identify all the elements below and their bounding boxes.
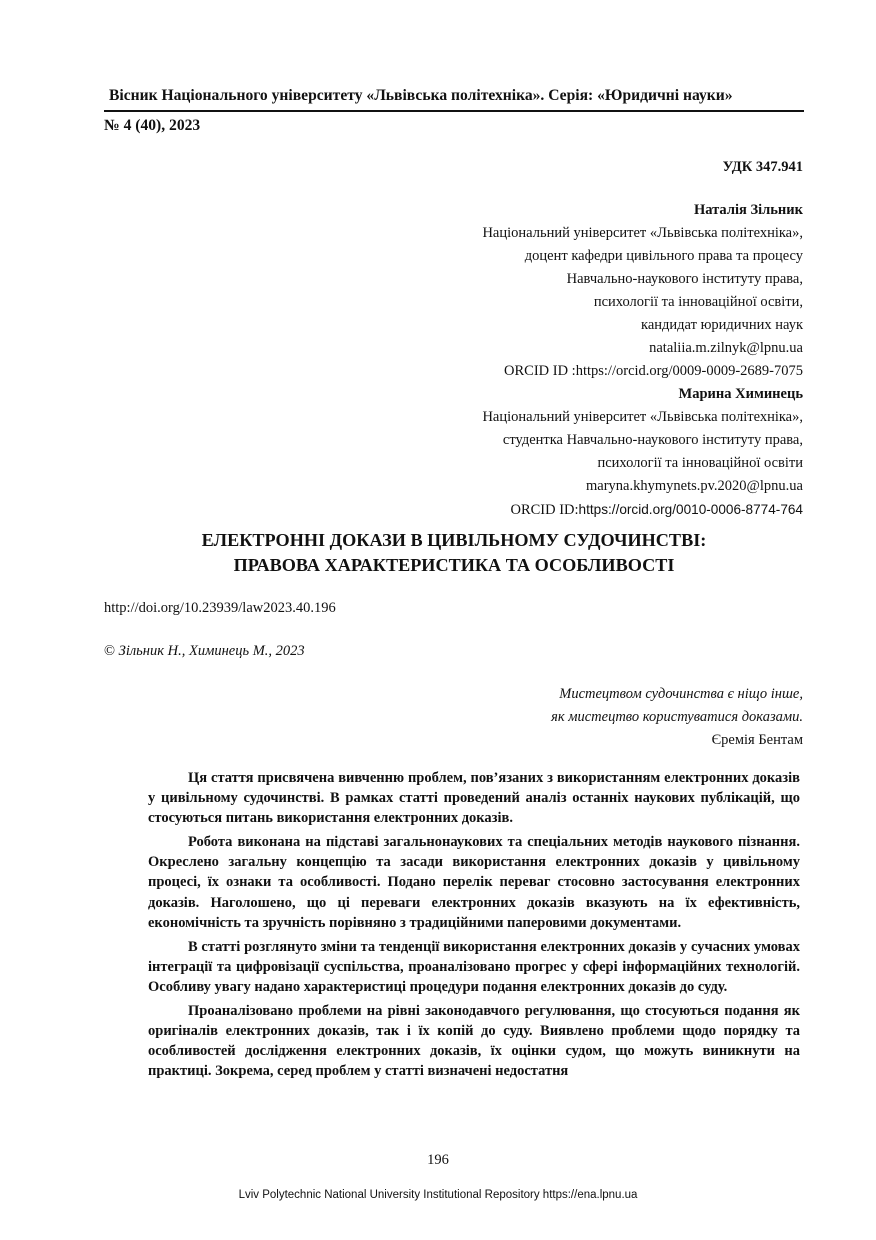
orcid-link[interactable]: https://orcid.org/0009-0009-2689-7075	[575, 363, 803, 379]
author-email[interactable]: nataliia.m.zilnyk@lpnu.ua	[649, 340, 803, 356]
orcid-label: ORCID ID:	[510, 502, 579, 518]
copyright	[104, 641, 305, 661]
article-title-line: ЕЛЕКТРОННІ ДОКАЗИ В ЦИВІЛЬНОМУ СУДОЧИНСТВІ:	[201, 530, 707, 550]
author-name: Марина Химинець	[678, 386, 803, 402]
author-affiliation-line: Навчально-наукового інституту права,	[566, 271, 803, 287]
author-affiliation-line: студентка Навчально-наукового інституту права,	[502, 432, 803, 448]
copyright-symbol: ©	[104, 643, 116, 659]
author-block-1	[482, 199, 803, 383]
author-orcid	[482, 360, 803, 383]
author-orcid	[482, 498, 803, 522]
journal-title: Вісник Національного університету «Львівська політехніка». Серія: «Юридичні науки»	[109, 87, 733, 104]
abstract	[148, 768, 800, 1085]
author-affiliation-line: Національний університет «Львівська політехніка»,	[482, 409, 803, 425]
abstract-paragraph: Проаналізовано проблеми на рівні законодавчого регулювання, що стосуються подання як оригіналів електронних доказів, так і їх копій до суду. Виявлено проблеми щодо порядку та особливостей дослідження електронних доказів, їх оцінки судом, що можуть виникнути на практиці. Зокрема, серед проблем у статті визначені недостатня	[148, 1003, 800, 1080]
author-affiliation-line: психології та інноваційної освіти	[597, 455, 803, 471]
author-affiliation-line: доцент кафедри цивільного права та процесу	[524, 248, 803, 264]
epigraph-author: Єремія Бентам	[711, 732, 803, 748]
author-affiliation-line: психології та інноваційної освіти,	[593, 294, 803, 310]
author-name: Наталія Зільник	[693, 202, 803, 218]
abstract-paragraph: Робота виконана на підставі загальнонаукових та спеціальних методів наукового пізнання. Окреслено загальну концепцію та засади використання електронних доказів у цивільному процесі, їх ознаки та особливості. Подано перелік переваг стосовно застосування електронних доказів. Наголошено, що ці переваги електронних доказів вказують на їх ефективність, економічність та зручність порівняно з традиційними паперовими документами.	[148, 834, 800, 931]
author-email[interactable]: maryna.khymynets.pv.2020@lpnu.ua	[586, 478, 803, 494]
orcid-label: ORCID ID :	[504, 363, 576, 379]
article-title-line: ПРАВОВА ХАРАКТЕРИСТИКА ТА ОСОБЛИВОСТІ	[233, 555, 675, 575]
article-title	[104, 528, 804, 578]
copyright-text: Зільник Н., Химинець М., 2023	[118, 643, 305, 659]
epigraph-quote-line: як мистецтво користуватися доказами.	[551, 709, 803, 725]
abstract-paragraph: Ця стаття присвячена вивченню проблем, пов’язаних з використанням електронних доказів у цивільному судочинстві. В рамках статті проведений аналіз останніх наукових публікацій, що стосуються питань використання електронних доказів.	[148, 770, 800, 827]
udk-code: УДК 347.941	[722, 159, 803, 175]
header-rule	[104, 110, 804, 112]
epigraph-quote-line: Мистецтвом судочинства є ніщо інше,	[559, 686, 803, 702]
abstract-paragraph: В статті розглянуто зміни та тенденції використання електронних доказів у сучасних умовах інтеграції та цифровізації суспільства, проаналізовано прогрес у сфері інформаційних технологій. Особливу увагу надано характеристиці процедури подання електронних доказів до суду.	[148, 938, 800, 995]
doi-link[interactable]: http://doi.org/10.23939/law2023.40.196	[104, 600, 336, 616]
repository-footer: Lviv Polytechnic National University Institutional Repository https://ena.lpnu.ua	[238, 1189, 638, 1201]
page-number: 196	[427, 1152, 449, 1168]
author-block-2	[482, 383, 803, 522]
epigraph	[551, 683, 803, 752]
issue-number: № 4 (40), 2023	[104, 117, 201, 134]
orcid-link[interactable]: https://orcid.org/0010-0006-8774-764	[578, 502, 803, 517]
author-degree: кандидат юридичних наук	[641, 317, 803, 333]
author-affiliation-line: Національний університет «Львівська політехніка»,	[482, 225, 803, 241]
